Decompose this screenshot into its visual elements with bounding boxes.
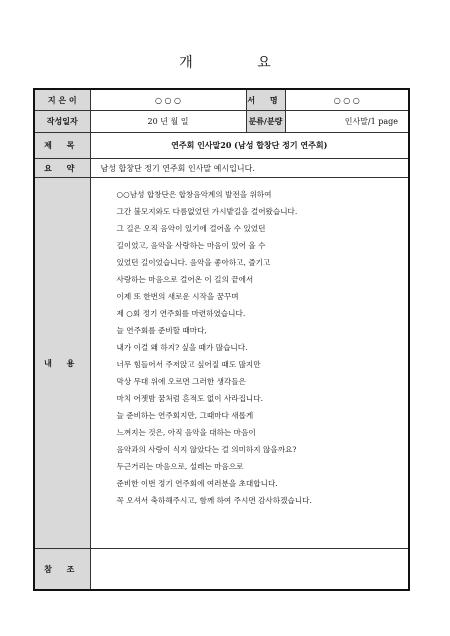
author-value[interactable]: ○ ○ ○ bbox=[90, 89, 246, 111]
content-line: 늘 연주회를 준비할 때마다, bbox=[116, 326, 207, 335]
content-line: 사랑하는 마음으로 걸어온 이 길의 끝에서 bbox=[116, 275, 254, 284]
content-line: ○○남성 합창단은 합창음악계의 발전을 위하여 bbox=[116, 190, 272, 199]
signature-label: 서 명 bbox=[246, 89, 285, 111]
content-body[interactable] bbox=[90, 178, 409, 549]
summary-value[interactable]: 남성 합창단 정기 연주회 인사말 예시입니다. bbox=[90, 159, 409, 178]
date-value[interactable]: 20 년 월 일 bbox=[90, 111, 246, 133]
overview-form bbox=[33, 88, 410, 591]
content-line: 너무 힘들어서 주저앉고 싶어질 때도 많지만 bbox=[116, 360, 261, 369]
summary-label: 요 약 bbox=[34, 159, 90, 178]
category-label: 분류/분량 bbox=[246, 111, 285, 133]
content-line: 내가 이걸 왜 하지? 싶을 때가 많습니다. bbox=[116, 343, 248, 352]
content-line: 막상 무대 위에 오르면 그러한 생각들은 bbox=[116, 377, 246, 386]
content-line: 꼭 오셔서 축하해주시고, 함께 하여 주시면 감사하겠습니다. bbox=[116, 496, 312, 505]
reference-row bbox=[34, 549, 409, 591]
content-line: 준비한 이번 정기 연주회에 여러분을 초대합니다. bbox=[116, 479, 278, 488]
author-row bbox=[34, 89, 409, 111]
subject-label: 제 목 bbox=[34, 133, 90, 159]
date-row bbox=[34, 111, 409, 133]
content-line: 두근거리는 마음으로, 설레는 마음으로 bbox=[116, 462, 244, 471]
reference-label: 참 조 bbox=[34, 549, 90, 591]
reference-value[interactable] bbox=[90, 549, 409, 591]
content-line: 음악과의 사랑이 식지 않았다는 걸 의미하지 않을까요? bbox=[116, 445, 297, 454]
subject-row bbox=[34, 133, 409, 159]
subject-value[interactable]: 연주회 인사말20 (남성 합창단 정기 연주회) bbox=[90, 133, 409, 159]
content-line: 느껴지는 것은, 아직 음악을 대하는 마음이 bbox=[116, 428, 256, 437]
signature-value[interactable]: ○ ○ ○ bbox=[285, 89, 409, 111]
content-line: 제 ○회 정기 연주회를 마련하였습니다. bbox=[116, 309, 246, 318]
date-label: 작성일자 bbox=[34, 111, 90, 133]
author-label: 지 은 이 bbox=[34, 89, 90, 111]
content-label: 내 용 bbox=[34, 178, 90, 549]
content-line: 길이었고, 음악을 사랑하는 마음이 있어 올 수 bbox=[116, 241, 266, 250]
category-value[interactable]: 인사말/1 page bbox=[285, 111, 409, 133]
content-line: 늘 준비하는 연주회지만, 그때마다 새롭게 bbox=[116, 411, 254, 420]
content-line: 있었던 길이었습니다. 음악을 좋아하고, 즐기고 bbox=[116, 258, 271, 267]
content-line: 마치 어젯밤 꿈처럼 흔적도 없이 사라집니다. bbox=[116, 394, 264, 403]
page-title: 개 요 bbox=[179, 55, 301, 71]
content-row bbox=[34, 178, 409, 549]
content-line: 그 길은 오직 음악이 있기에 걸어올 수 있었던 bbox=[116, 224, 266, 233]
content-line: 그간 불모지와도 다름없었던 가시밭길을 걸어왔습니다. bbox=[116, 207, 298, 216]
summary-row bbox=[34, 159, 409, 178]
content-line: 이제 또 한번의 새로운 시작을 꿈꾸며 bbox=[116, 292, 239, 301]
